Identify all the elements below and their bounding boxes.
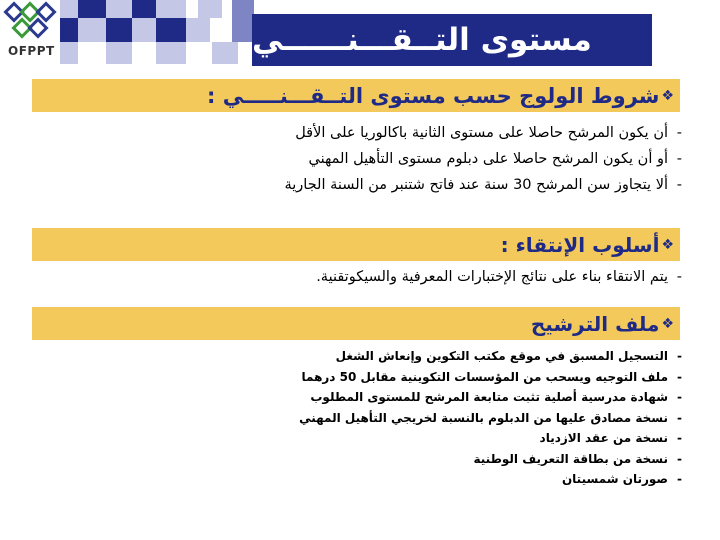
list-item: - أن يكون المرشح حاصلا على مستوى الثانية باكالوريا على الأقل [295,125,682,141]
header-square [232,0,254,42]
header-square [132,18,156,42]
header-square [60,18,78,42]
header-square [132,0,156,18]
header-square [156,18,186,42]
section-heading-selection [32,228,680,261]
header-square [106,18,132,42]
header-square [156,42,186,64]
section-heading-text: شروط الولوج حسب مستوى التــقـــنـــــي : [207,83,660,108]
section-heading-text: ملف الترشيح [530,311,660,336]
list-item: - ملف التوجيه ويسحب من المؤسسات التكوينية مقابل 50 درهما [301,369,682,384]
list-item: - يتم الانتقاء بناء على نتائج الإختبارات المعرفية والسيكوتقنية. [316,269,682,285]
logo-chain-icon [0,0,60,44]
ofppt-logo [0,0,60,62]
diamond-bullet-icon: ❖ [661,315,674,332]
list-item: - شهادة مدرسية أصلية تثبت متابعة المرشح للمستوى المطلوب [310,390,682,404]
list-item: - التسجيل المسبق في موقع مكتب التكوين وإنعاش الشغل [335,349,682,363]
header-square [212,42,238,64]
header-square [60,42,78,64]
header-square [78,18,106,42]
header-square [198,0,222,18]
section-heading-conditions [32,79,680,112]
list-item: - صورتان شمسيتان [561,472,682,486]
header-square [78,0,106,18]
section-heading-text: أسلوب الإنتقاء : [500,232,660,257]
conditions-list [72,120,682,198]
header-square [60,0,78,18]
logo-text: OFPPT [8,44,55,58]
header-square [106,0,132,18]
list-item: - نسخة من بطاقة التعريف الوطنية [473,451,682,466]
list-item: - ألا يتجاوز سن المرشح 30 سنة عند فاتح شتنبر من السنة الجارية [284,177,682,193]
header-square [156,0,186,18]
list-item: - أو أن يكون المرشح حاصلا على دبلوم مستوى التأهيل المهني [308,151,682,167]
list-item: - نسخة من عقد الازدياد [539,431,682,445]
slide-title: مستوى التــقـــنــــــي [252,14,652,66]
diamond-bullet-icon: ❖ [661,87,674,104]
list-item: - نسخة مصادق عليها من الدبلوم بالنسبة لخريجي التأهيل المهني [299,410,682,425]
header-square [106,42,132,64]
file-list [282,346,682,490]
section-heading-file [32,307,680,340]
selection-list [72,264,682,290]
diamond-bullet-icon: ❖ [661,236,674,253]
header-square [186,18,210,42]
